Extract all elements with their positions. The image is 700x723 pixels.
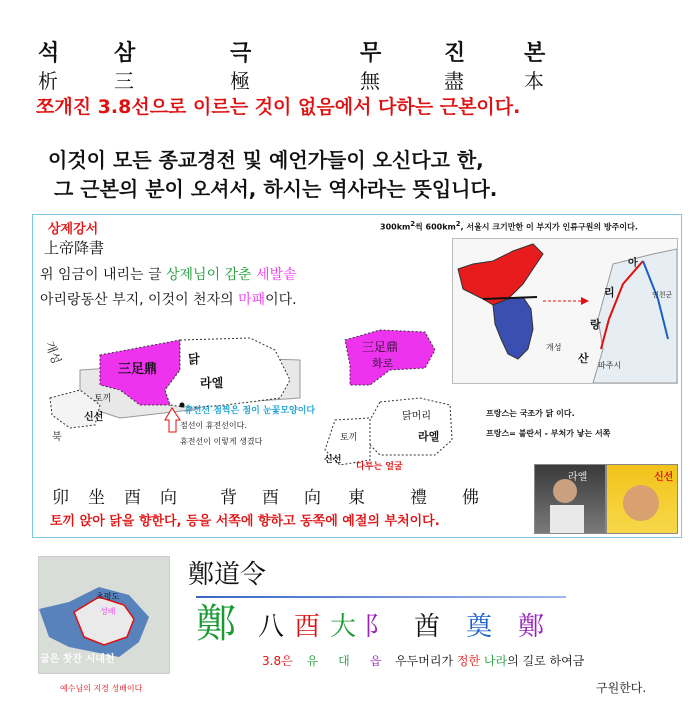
- hanja-3: 酉: [124, 488, 141, 508]
- hanja-2: 坐: [88, 488, 105, 508]
- dmz-note-2: 점선이 휴전선이다.: [180, 421, 247, 430]
- korea-map-inset: [452, 238, 678, 384]
- hanja-1: 卯: [52, 488, 69, 508]
- map-label-rang: 랑: [590, 318, 601, 331]
- bottom-explain-line2: 구원한다.: [596, 681, 647, 695]
- big-char-6: 酋: [414, 612, 441, 642]
- bottom-map-chowondo: 초평도: [96, 592, 120, 601]
- tokki-left-label: 토끼: [94, 394, 112, 404]
- dmz-note-1: 휴전선 점찍은 점이 눈꽃모양이다: [184, 406, 316, 416]
- heading-korean-1: 석: [38, 41, 60, 66]
- panel-text-1c: 세발솥: [256, 267, 297, 283]
- sinseon-left-label: 신선: [84, 412, 104, 423]
- area-note: [380, 220, 638, 233]
- panel-text-2a: 아리랑동산 부지, 이것이 천자의: [40, 292, 239, 308]
- heading-hanja-1: 析: [38, 69, 58, 93]
- heading-korean-5: 진: [444, 41, 466, 66]
- dak-right-label: 닭머리: [402, 411, 431, 422]
- tokki-right-label: 토끼: [340, 433, 358, 443]
- bottom-explain-a: 3.8은: [262, 654, 297, 668]
- heading-korean-2: 삼: [114, 41, 136, 66]
- heading-hanja-5: 盡: [444, 69, 464, 93]
- heading-korean-6: 본: [524, 41, 546, 66]
- heading-korean-4: 무: [360, 41, 382, 66]
- map-label-gaeseong: 개성: [546, 343, 562, 352]
- rael-left-label: 라엘: [200, 376, 224, 390]
- bottom-explain-line1: [262, 652, 584, 669]
- rael-photo-label: 라엘: [568, 472, 588, 483]
- hanja-5: 背: [220, 488, 237, 508]
- panel-text-2: [40, 289, 297, 309]
- heading-korean-3: 극: [230, 41, 252, 66]
- heading-hanja-3: 極: [230, 69, 250, 93]
- panel-text-1b: 상제님이 감춘: [166, 267, 257, 283]
- intro-line-2: 그 근본의 분이 오셔서, 하시는 역사라는 뜻입니다.: [54, 177, 498, 201]
- bottom-map-river: 굽은 찻잔 시내천: [40, 654, 115, 665]
- big-char-5: 阝: [364, 612, 391, 642]
- bottom-explain-eup: 읍: [369, 654, 382, 668]
- france-note-1: 프랑스는 국조가 닭 이다.: [486, 409, 575, 418]
- map-label-san: 산: [578, 352, 589, 365]
- map-label-ri: 리: [604, 286, 615, 299]
- bottom-explain-dae: 대: [338, 654, 350, 668]
- area-note-sup-1: 2: [410, 220, 415, 228]
- hwaro-label: 화로: [372, 357, 394, 370]
- big-char-1: 鄭: [196, 601, 236, 647]
- gaeseong-label: 개성: [42, 339, 64, 366]
- heading-hanja-2: 三: [114, 69, 134, 93]
- bottom-map-caption: 예수님의 지경 성배이다: [60, 684, 143, 693]
- area-note-a: 300km: [380, 222, 411, 232]
- big-char-2: 八: [258, 612, 285, 642]
- panel-explain: 토끼 앉아 닭을 향한다, 등을 서쪽에 향하고 동쪽에 예절의 부처이다.: [50, 514, 440, 529]
- bottom-explain-c: 의 길로 하여금: [507, 654, 585, 668]
- big-char-3: 酉: [294, 612, 321, 642]
- samjeong-left-label: 三足鼎: [118, 362, 158, 377]
- sinseon-photo-label: 신선: [654, 472, 674, 483]
- hanja-6: 酉: [262, 488, 279, 508]
- dak-left-shape: [165, 338, 290, 408]
- map-label-yeoncheon: 연천군: [652, 291, 673, 299]
- area-note-c: , 서울시 크기만한 이 부지가 인류구원의 방주이다.: [460, 222, 638, 232]
- hanja-9: 禮: [410, 488, 427, 508]
- france-note-2: 프랑스= 불란서 - 부처가 낳는 서쪽: [486, 429, 611, 438]
- map-label-pajusi: 파주시: [598, 361, 622, 370]
- heading-hanja-4: 無: [360, 69, 380, 93]
- subtitle: 쪼개진 3.8선으로 이르는 것이 없음에서 다하는 근본이다.: [36, 96, 521, 118]
- panel-text-2b: 마패: [238, 292, 266, 308]
- area-note-sup-2: 2: [455, 220, 461, 228]
- hanja-7: 向: [304, 488, 321, 508]
- panel-title: 상제강서: [48, 222, 99, 237]
- face-label: 다투는 얼굴: [356, 462, 403, 472]
- rael-right-label: 라엘: [418, 430, 440, 443]
- korea-map-svg: [453, 239, 677, 383]
- panel-text-1: [40, 264, 297, 284]
- big-char-4: 大: [330, 612, 357, 642]
- bottom-title: 鄭道令: [188, 560, 267, 590]
- panel-text-1a: 위 임금이 내리는 글: [40, 267, 166, 283]
- big-char-7: 奠: [466, 612, 493, 642]
- big-char-8: 鄭: [518, 612, 545, 642]
- bottom-explain-jeong: 정한: [456, 654, 481, 668]
- buk-label: 북: [52, 432, 62, 443]
- sinseon-right-label: 신선: [324, 455, 342, 465]
- panel-title-hanja: 上帝降書: [44, 239, 105, 257]
- dak-left-label: 닭: [188, 352, 200, 366]
- bottom-explain-nara: 나라: [483, 654, 508, 668]
- hanja-10: 佛: [462, 488, 479, 508]
- heading-hanja-6: 本: [524, 69, 544, 93]
- samjeong-right-label: 三足鼎: [362, 340, 399, 354]
- hanja-4: 向: [160, 488, 177, 508]
- area-note-b: 씩 600km: [415, 222, 456, 232]
- bottom-map-seongbae: 성배: [100, 607, 116, 616]
- hanja-8: 東: [348, 488, 365, 508]
- intro-line-1: 이것이 모든 종교경전 및 예언가들이 오신다고 한,: [48, 148, 484, 172]
- bottom-divider: [196, 596, 566, 598]
- bottom-explain-b: 우두머리가: [391, 654, 457, 668]
- panel-text-2c: 이다.: [265, 292, 297, 308]
- bottom-explain-yu: 유: [306, 654, 319, 668]
- map-label-a: 아: [628, 258, 638, 269]
- dmz-note-3: 휴전선이 이렇게 생겼다: [180, 437, 263, 446]
